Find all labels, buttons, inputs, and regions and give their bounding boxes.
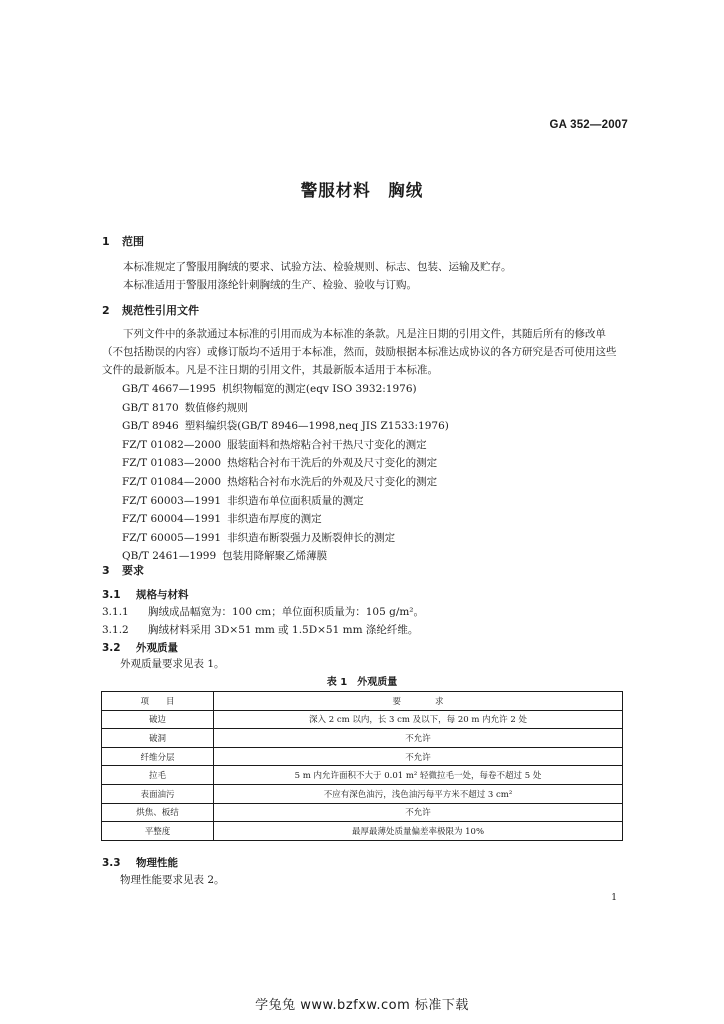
reference-code: FZ/T 01082—2000 bbox=[122, 438, 222, 451]
reference-item bbox=[122, 529, 449, 548]
reference-title: 非织造布断裂强力及断裂伸长的测定 bbox=[227, 531, 396, 544]
table-row bbox=[102, 784, 623, 803]
section-title: 范围 bbox=[122, 235, 144, 248]
clause-text: 胸绒成品幅宽为：100 cm；单位面积质量为：105 g/m²。 bbox=[148, 606, 425, 618]
appearance-quality-table bbox=[101, 691, 623, 841]
reference-title: 数值修约规则 bbox=[184, 401, 248, 414]
reference-item bbox=[122, 399, 449, 418]
table-cell: 不允许 bbox=[214, 729, 623, 748]
clause-text: 胸绒材料采用 3D×51 mm 或 1.5D×51 mm 涤纶纤维。 bbox=[148, 624, 419, 636]
section-3-2-text: 外观质量要求见表 1。 bbox=[120, 658, 225, 670]
reference-item bbox=[122, 510, 449, 529]
section-title: 外观质量 bbox=[136, 642, 178, 654]
section-number: 3 bbox=[102, 564, 110, 577]
reference-title: 非织造布厚度的测定 bbox=[227, 513, 322, 526]
section-1-paragraph: 本标准适用于警服用涤纶针刺胸绒的生产、检验、验收与订购。 bbox=[123, 279, 417, 291]
table-cell: 最厚最薄处质量偏差率极限为 10% bbox=[214, 822, 623, 841]
section-3-2-heading bbox=[102, 640, 178, 655]
clause-number: 3.1.2 bbox=[102, 624, 129, 636]
table-cell: 破边 bbox=[102, 710, 214, 729]
section-title: 规范性引用文件 bbox=[122, 304, 199, 317]
section-number: 2 bbox=[102, 304, 110, 317]
section-3-1-heading bbox=[102, 587, 189, 602]
reference-code: FZ/T 01083—2000 bbox=[122, 457, 222, 470]
table-header-cell: 项 目 bbox=[102, 692, 214, 711]
section-number: 3.3 bbox=[102, 857, 121, 869]
table-header-cell: 要 求 bbox=[214, 692, 623, 711]
section-number: 3.1 bbox=[102, 589, 121, 601]
table-row bbox=[102, 803, 623, 822]
table-cell: 拉毛 bbox=[102, 766, 214, 785]
section-number: 3.2 bbox=[102, 642, 121, 654]
reference-title: 服装面料和热熔粘合衬干热尺寸变化的测定 bbox=[227, 438, 427, 451]
clause-3-1-1 bbox=[102, 604, 424, 619]
table-cell: 不允许 bbox=[214, 803, 623, 822]
table-row bbox=[102, 710, 623, 729]
reference-item bbox=[122, 417, 449, 436]
reference-item bbox=[122, 436, 449, 455]
section-3-3-heading bbox=[102, 855, 178, 870]
reference-title: 包装用降解聚乙烯薄膜 bbox=[222, 550, 328, 563]
reference-title: 热熔粘合衬布干洗后的外观及尺寸变化的测定 bbox=[227, 457, 438, 470]
section-3-heading bbox=[102, 562, 144, 578]
reference-title: 非织造布单位面积质量的测定 bbox=[227, 494, 364, 507]
reference-title: 机织物幅宽的测定(eqv ISO 3932:1976) bbox=[221, 383, 417, 395]
reference-item bbox=[122, 547, 449, 566]
table-cell: 不允许 bbox=[214, 747, 623, 766]
document-id: GA 352—2007 bbox=[549, 119, 628, 131]
table-row bbox=[102, 766, 623, 785]
reference-item bbox=[122, 380, 449, 399]
table-row bbox=[102, 729, 623, 748]
footer-watermark: 学兔兔 www.bzfxw.com 标准下载 bbox=[255, 998, 469, 1013]
reference-code: QB/T 2461—1999 bbox=[122, 550, 217, 563]
section-3-3-text: 物理性能要求见表 2。 bbox=[120, 874, 225, 886]
section-title: 要求 bbox=[122, 564, 144, 577]
reference-code: GB/T 4667—1995 bbox=[122, 383, 216, 395]
table-1-caption: 表 1 外观质量 bbox=[326, 677, 398, 688]
reference-title: 塑料编织袋(GB/T 8946—1998,neq JIS Z1533:1976) bbox=[184, 420, 449, 433]
reference-code: GB/T 8170 bbox=[122, 401, 179, 414]
section-1-heading bbox=[102, 233, 144, 249]
table-cell: 表面油污 bbox=[102, 784, 214, 803]
table-cell: 5 m 内允许面积不大于 0.01 m² 轻微拉毛一处，每卷不超过 5 处 bbox=[214, 766, 623, 785]
reference-code: FZ/T 01084—2000 bbox=[122, 475, 222, 488]
table-cell: 平整度 bbox=[102, 822, 214, 841]
section-2-intro: 下列文件中的条款通过本标准的引用而成为本标准的条款。凡是注日期的引用文件，其随后所有的修改单（不包括勘误的内容）或修订版均不适用于本标准，然而，鼓励根据本标准达成协议的各方研究是否可使用这些文件的最新版本。凡是不注日期的引用文件，其最新版本适用于本标准。 bbox=[102, 328, 617, 376]
reference-item bbox=[122, 492, 449, 511]
section-title: 物理性能 bbox=[136, 857, 178, 869]
section-number: 1 bbox=[102, 235, 110, 248]
table-row bbox=[102, 747, 623, 766]
section-title: 规格与材料 bbox=[136, 589, 189, 601]
page-number: 1 bbox=[611, 893, 617, 903]
clause-3-1-2 bbox=[102, 622, 418, 637]
table-cell: 破洞 bbox=[102, 729, 214, 748]
table-cell: 纤维分层 bbox=[102, 747, 214, 766]
document-title: 警服材料 胸绒 bbox=[300, 181, 424, 200]
reference-title: 热熔粘合衬布水洗后的外观及尺寸变化的测定 bbox=[227, 475, 438, 488]
table-header-row bbox=[102, 692, 623, 711]
table-cell: 不应有深色油污，浅色油污每平方米不超过 3 cm² bbox=[214, 784, 623, 803]
section-1-paragraph: 本标准规定了警服用胸绒的要求、试验方法、检验规则、标志、包装、运输及贮存。 bbox=[123, 261, 512, 273]
clause-number: 3.1.1 bbox=[102, 606, 129, 618]
reference-list bbox=[122, 380, 449, 566]
table-row bbox=[102, 822, 623, 841]
reference-item bbox=[122, 473, 449, 492]
table-cell: 深入 2 cm 以内，长 3 cm 及以下，每 20 m 内允许 2 处 bbox=[214, 710, 623, 729]
reference-code: GB/T 8946 bbox=[122, 420, 179, 433]
reference-code: FZ/T 60003—1991 bbox=[122, 494, 222, 507]
reference-code: FZ/T 60004—1991 bbox=[122, 513, 222, 526]
table-cell: 烘焦、板结 bbox=[102, 803, 214, 822]
reference-code: FZ/T 60005—1991 bbox=[122, 531, 222, 544]
section-2-heading bbox=[102, 302, 199, 318]
reference-item bbox=[122, 454, 449, 473]
